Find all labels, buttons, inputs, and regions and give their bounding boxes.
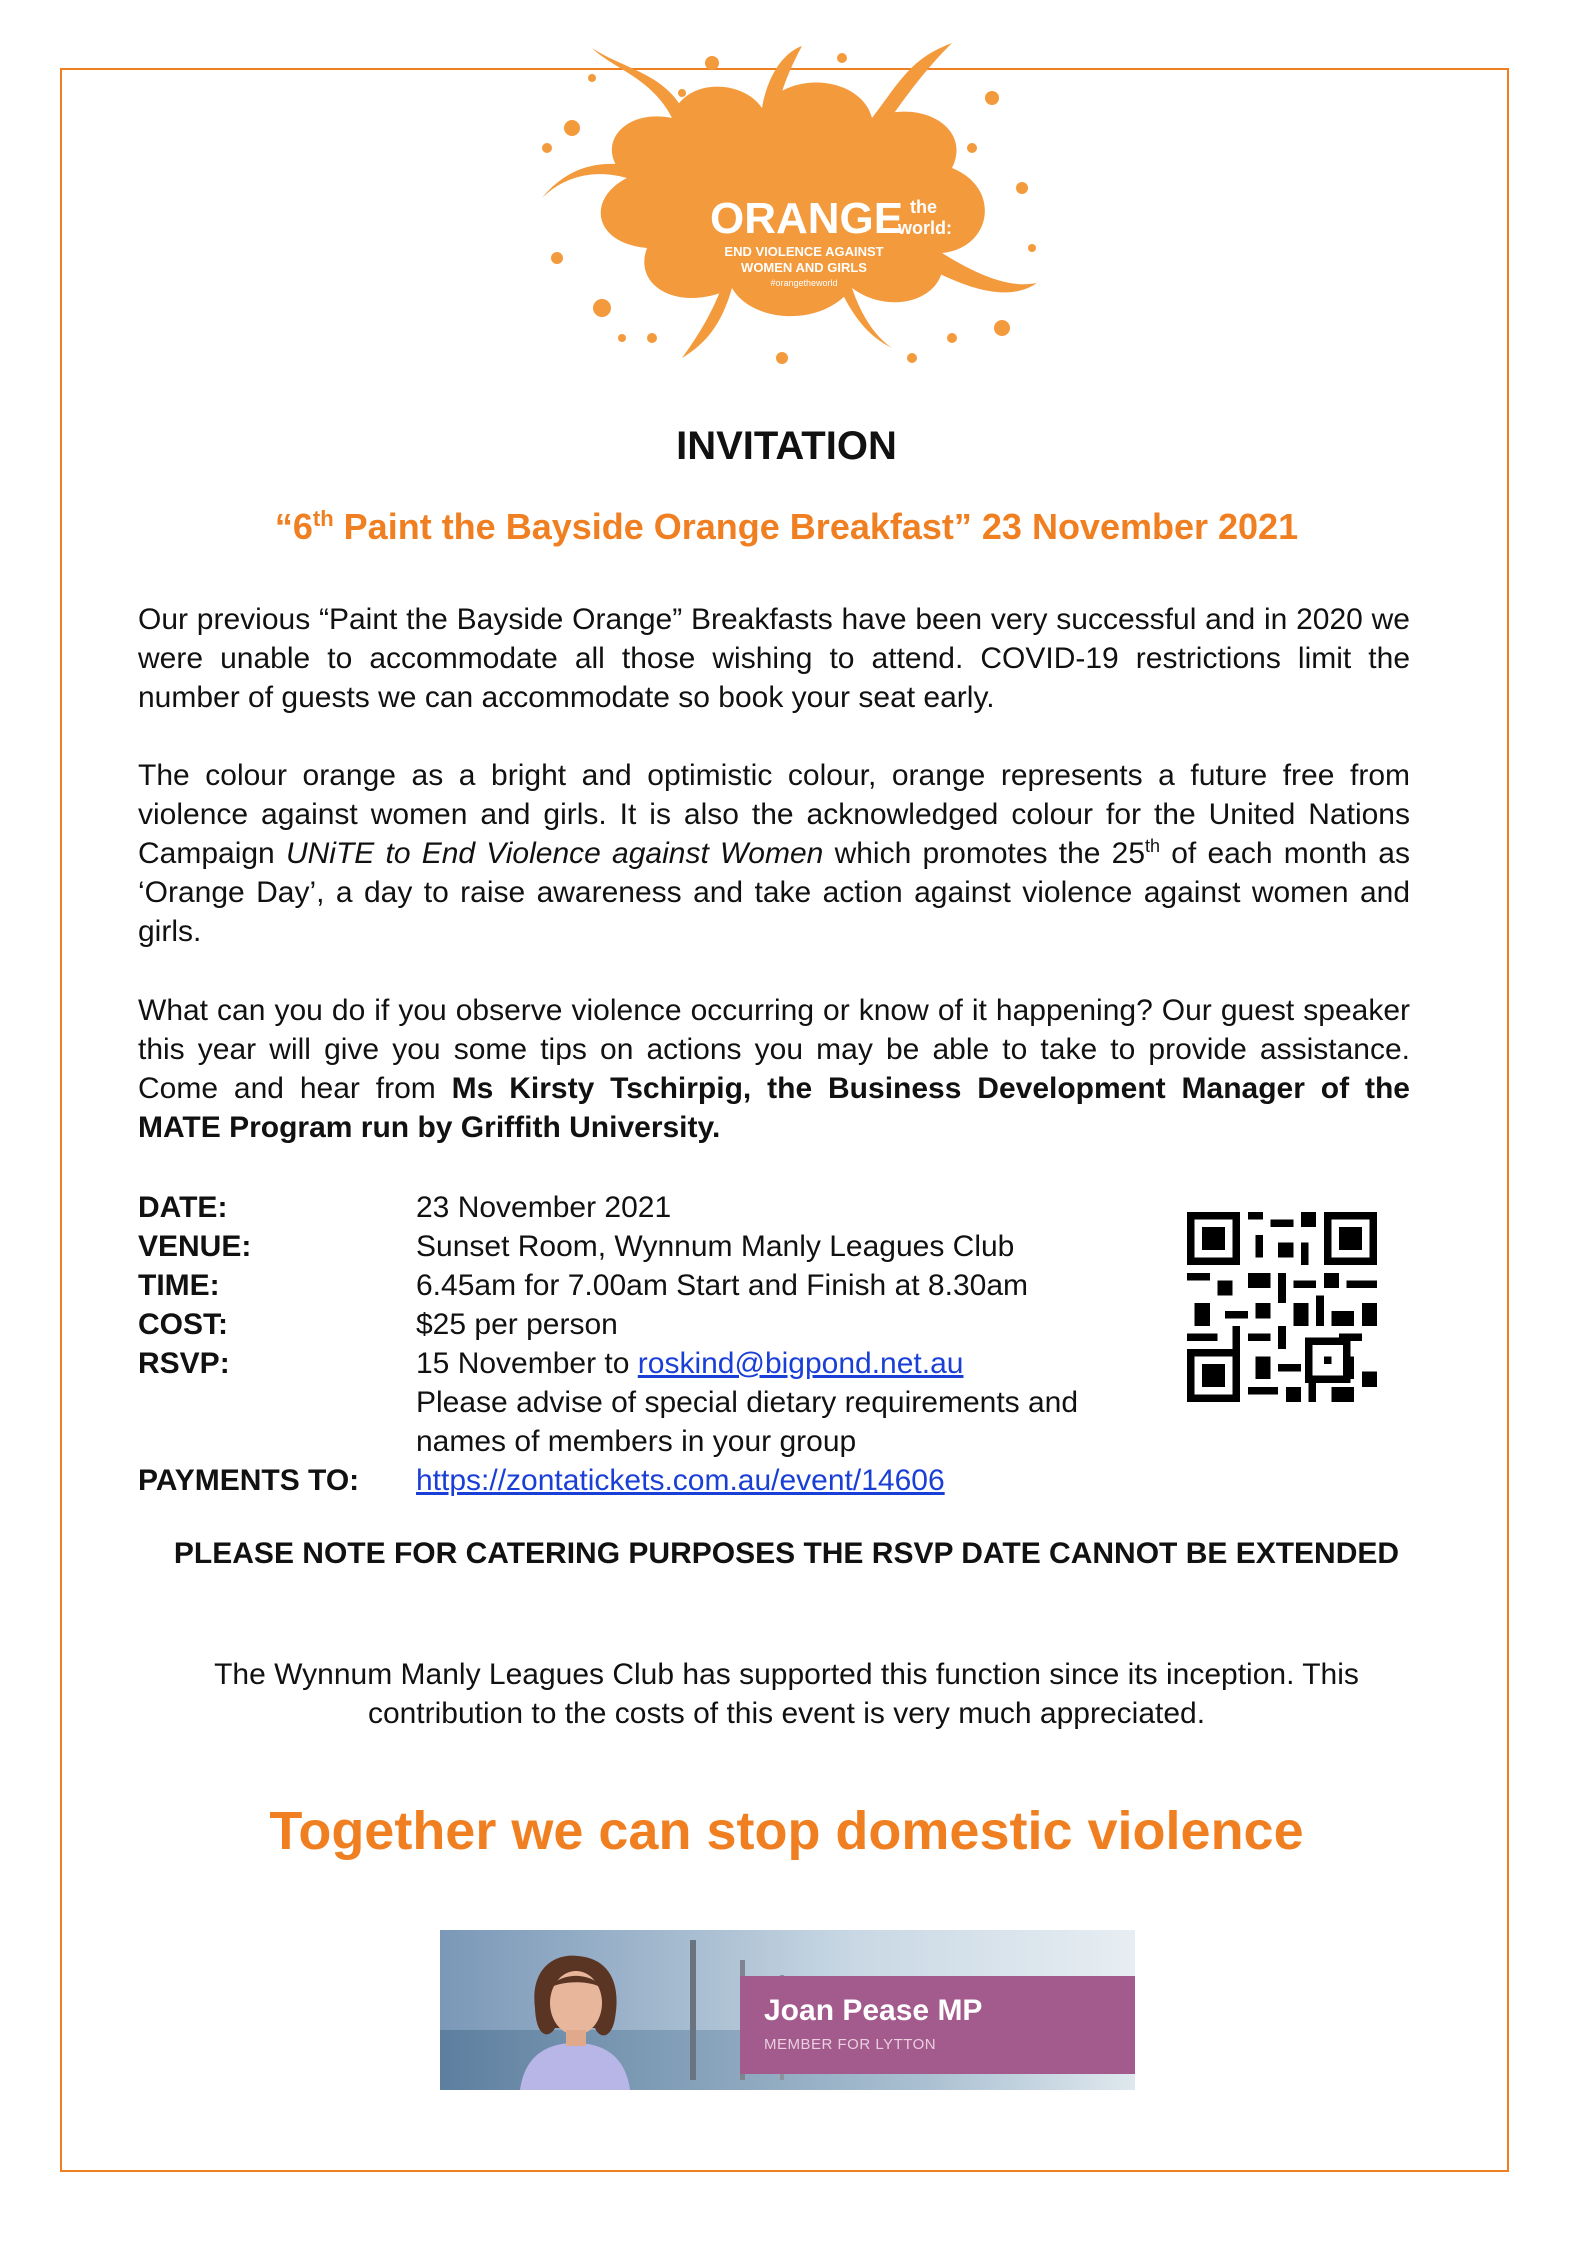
logo-hashtag: #orangetheworld bbox=[770, 278, 838, 288]
detail-row-cost bbox=[138, 1305, 1138, 1344]
qr-code[interactable] bbox=[1187, 1212, 1377, 1402]
p3-normal: What can you do if you observe violence occurring or know of it happening? Our guest speaker this year will give you some tips on actions you may be able to take to provide assistance. Come and hear from bbox=[138, 994, 1410, 1105]
paragraph-orange bbox=[138, 756, 1410, 951]
portrait-photo bbox=[500, 1948, 650, 2090]
slogan: Together we can stop domestic violence bbox=[269, 1801, 1304, 1861]
rsvp-value bbox=[416, 1344, 1106, 1461]
logo-line1: END VIOLENCE AGAINST bbox=[724, 244, 884, 259]
name-plate bbox=[740, 1976, 1135, 2074]
date-label: DATE: bbox=[138, 1191, 228, 1224]
sponsor-acknowledgement: The Wynnum Manly Leagues Club has supported this function since its inception. This contribution to the costs of this event is very much appreciated. bbox=[214, 1658, 1359, 1730]
detail-row-time bbox=[138, 1266, 1138, 1305]
rsvp-date: 15 November to bbox=[416, 1347, 638, 1380]
banner-role: MEMBER FOR LYTTON bbox=[764, 2036, 937, 2053]
subtitle-sup: th bbox=[312, 506, 334, 531]
p3-speaker: Ms Kirsty Tschirpig, the Business Development Manager of the MATE Program run by Griffith University. bbox=[138, 1072, 1410, 1144]
catering-note: PLEASE NOTE FOR CATERING PURPOSES THE RSVP DATE CANNOT BE EXTENDED bbox=[173, 1537, 1400, 1570]
event-subtitle bbox=[0, 506, 1573, 548]
p2-sup: th bbox=[1145, 836, 1161, 856]
p2-part2: which promotes the 25 bbox=[823, 837, 1146, 870]
venue-value: Sunset Room, Wynnum Manly Leagues Club bbox=[416, 1230, 1015, 1263]
payments-value bbox=[416, 1461, 1138, 1500]
p2-campaign: UNiTE to End Violence against Women bbox=[285, 837, 824, 870]
event-details bbox=[138, 1188, 1138, 1500]
logo-line2: WOMEN AND GIRLS bbox=[741, 260, 867, 275]
detail-row-venue bbox=[138, 1227, 1138, 1266]
cost-label: COST: bbox=[138, 1308, 228, 1341]
venue-label: VENUE: bbox=[138, 1230, 252, 1263]
paragraph-speaker bbox=[138, 991, 1410, 1147]
banner-pole bbox=[690, 1940, 696, 2080]
time-label: TIME: bbox=[138, 1269, 220, 1302]
rsvp-note: Please advise of special dietary requirements and names of members in your group bbox=[416, 1386, 1079, 1458]
logo-world: world: bbox=[898, 218, 952, 238]
time-value: 6.45am for 7.00am Start and Finish at 8.30am bbox=[416, 1269, 1028, 1302]
payments-label: PAYMENTS TO: bbox=[138, 1464, 360, 1497]
orange-the-world-logo bbox=[532, 38, 1052, 373]
payments-link[interactable]: https://zontatickets.com.au/event/14606 bbox=[416, 1464, 945, 1497]
subtitle-post: Paint the Bayside Orange Breakfast” 23 November 2021 bbox=[333, 506, 1299, 547]
sponsor-banner bbox=[440, 1930, 1135, 2090]
rsvp-email-link[interactable]: roskind@bigpond.net.au bbox=[637, 1347, 964, 1380]
p2-part1: The colour orange as a bright and optimistic colour, orange represents a future free from violence against women and girls. It is also the acknowledged colour for the United Nations Campaign bbox=[138, 759, 1410, 870]
page-title: INVITATION bbox=[676, 424, 897, 468]
logo-word: ORANGE bbox=[710, 194, 904, 243]
paragraph-intro: Our previous “Paint the Bayside Orange” Breakfasts have been very successful and in 2020 we were unable to accommodate all those wishing to attend. COVID-19 restrictions limit the number of guests we can accommodate so book your seat early. bbox=[138, 603, 1410, 714]
p2-part3: of each month as ‘Orange Day’, a day to raise awareness and take action against violence against women and girls. bbox=[138, 837, 1410, 948]
date-value: 23 November 2021 bbox=[416, 1191, 672, 1224]
logo-the: the bbox=[910, 197, 937, 217]
rsvp-label: RSVP: bbox=[138, 1347, 230, 1380]
detail-row-date bbox=[138, 1188, 1138, 1227]
banner-name: Joan Pease MP bbox=[764, 1994, 983, 2027]
detail-row-rsvp bbox=[138, 1344, 1138, 1461]
subtitle-pre: “6 bbox=[274, 506, 313, 547]
cost-value: $25 per person bbox=[416, 1308, 618, 1341]
detail-row-payments bbox=[138, 1461, 1138, 1500]
